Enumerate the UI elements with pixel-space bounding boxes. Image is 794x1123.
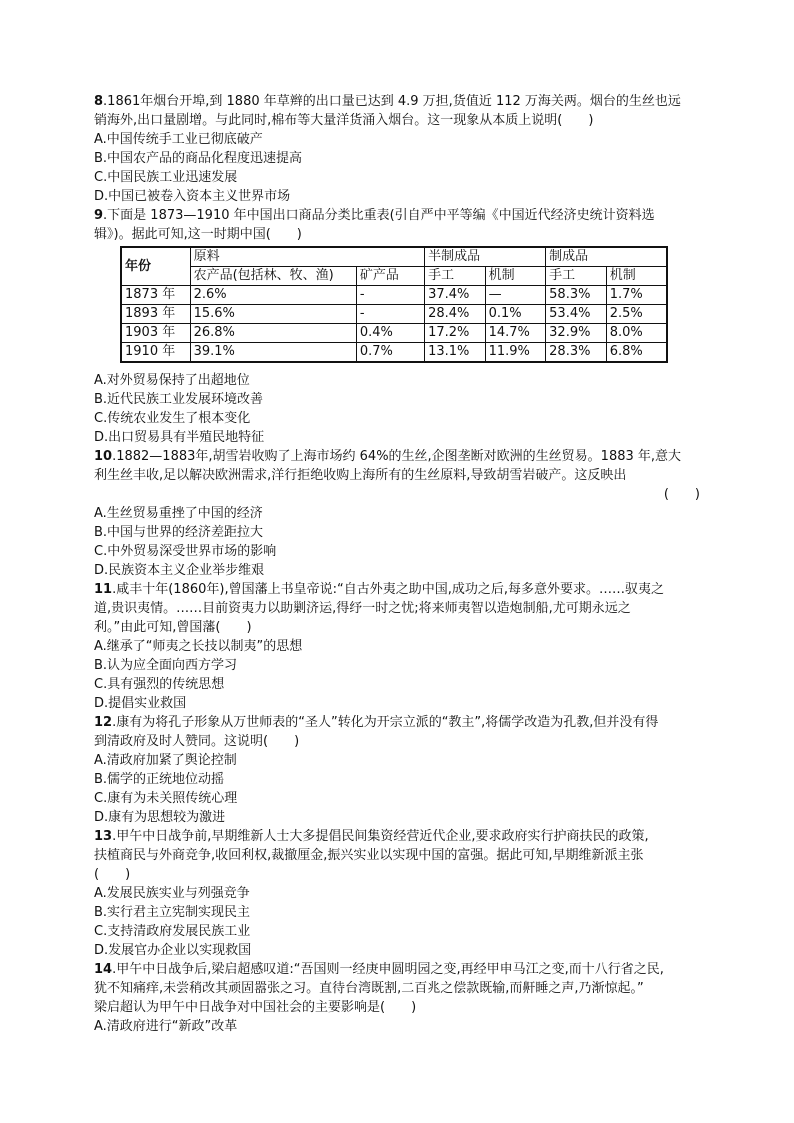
table-row (121, 286, 667, 305)
table-header-row (121, 247, 667, 267)
option-c: C.中国民族工业迅速发展 (94, 170, 238, 185)
question-stem-line: 利生丝丰收,足以解决欧洲需求,洋行拒绝收购上海所有的生丝原料,导致胡雪岩破产。这反映出 (94, 468, 627, 483)
option-c: C.康有为未关照传统心理 (94, 791, 238, 806)
table-cell: 32.9% (546, 324, 607, 343)
option-a: A.中国传统手工业已彻底破产 (94, 132, 263, 147)
option-d: D.中国已被卷入资本主义世界市场 (94, 189, 291, 204)
table-row (121, 343, 667, 363)
table-header-finished: 制成品 (546, 247, 667, 267)
table-subheader: 农产品(包括林、牧、渔) (190, 267, 356, 286)
option-a: A.发展民族实业与列强竞争 (94, 886, 250, 901)
table-cell: - (356, 305, 424, 324)
question-11 (94, 580, 700, 713)
table-cell: 0.7% (356, 343, 424, 363)
option-b: B.儒学的正统地位动摇 (94, 772, 225, 787)
table-cell: 37.4% (425, 286, 486, 305)
question-stem-line: 8.1861年烟台开埠,到 1880 年草辫的出口量已达到 4.9 万担,货值近 112 万海关两。烟台的生丝也远 (94, 94, 681, 109)
table-cell: 26.8% (190, 324, 356, 343)
table-subheader: 矿产品 (356, 267, 424, 286)
table-subheader: 机制 (606, 267, 667, 286)
table-cell: 39.1% (190, 343, 356, 363)
table-cell: 28.4% (425, 305, 486, 324)
question-9 (94, 206, 700, 447)
question-number: 13 (94, 829, 113, 844)
table-cell: 2.6% (190, 286, 356, 305)
question-stem-line: ( ) (94, 867, 131, 882)
table-subheader: 机制 (485, 267, 546, 286)
option-a: A.对外贸易保持了出超地位 (94, 373, 250, 388)
option-b: B.认为应全面向西方学习 (94, 658, 238, 673)
option-b: B.实行君主立宪制实现民主 (94, 905, 251, 920)
question-number: 14 (94, 962, 113, 977)
question-stem-line: 辑》)。据此可知,这一时期中国( ) (94, 227, 302, 242)
option-c: C.传统农业发生了根本变化 (94, 411, 251, 426)
option-a: A.清政府进行“新政”改革 (94, 1019, 238, 1034)
table-cell: 53.4% (546, 305, 607, 324)
question-stem-line: 犹不知痛痒,未尝稍改其顽固嚣张之习。直待台湾既割,二百兆之偿款既输,而鼾睡之声,乃渐惊起。” (94, 981, 644, 996)
question-stem-line: 到清政府及时人赞同。这说明( ) (94, 734, 300, 749)
table-subheader-row (121, 267, 667, 286)
table-cell: 13.1% (425, 343, 486, 363)
table-subheader: 手工 (546, 267, 607, 286)
table-header-semi: 半制成品 (425, 247, 546, 267)
table-row (121, 324, 667, 343)
table-cell: 1.7% (606, 286, 667, 305)
question-stem-line: 9.下面是 1873—1910 年中国出口商品分类比重表(引自严中平等编《中国近代经济史统计资料选 (94, 208, 655, 223)
table-header-raw: 原料 (190, 247, 424, 267)
table-row (121, 305, 667, 324)
question-stem-line: 梁启超认为甲午中日战争对中国社会的主要影响是( ) (94, 1000, 417, 1015)
option-b: B.近代民族工业发展环境改善 (94, 392, 264, 407)
table-cell: 1893 年 (121, 305, 190, 324)
question-stem-line: 利。”由此可知,曾国藩( ) (94, 620, 252, 635)
table-cell: 58.3% (546, 286, 607, 305)
table-header-year: 年份 (121, 247, 190, 286)
table-cell: — (485, 286, 546, 305)
question-number: 10 (94, 449, 113, 464)
question-8 (94, 92, 700, 206)
question-number: 11 (94, 582, 113, 597)
option-d: D.出口贸易具有半殖民地特征 (94, 430, 265, 445)
question-stem-line: 13.甲午中日战争前,早期维新人士大多提倡民间集资经营近代企业,要求政府实行护商扶民的政策, (94, 829, 649, 844)
table-subheader: 手工 (425, 267, 486, 286)
table-cell: 17.2% (425, 324, 486, 343)
table-cell: - (356, 286, 424, 305)
export-ratio-table (120, 246, 668, 363)
option-c: C.具有强烈的传统思想 (94, 677, 225, 692)
question-10 (94, 447, 700, 580)
table-cell: 11.9% (485, 343, 546, 363)
answer-paren: ( ) (663, 487, 700, 502)
option-d: D.民族资本主义企业举步维艰 (94, 563, 265, 578)
option-d: D.提倡实业救国 (94, 696, 187, 711)
option-a: A.生丝贸易重挫了中国的经济 (94, 506, 263, 521)
question-stem-line: 11.咸丰十年(1860年),曾国藩上书皇帝说:“自古外夷之助中国,成功之后,每多意外要求。……驭夷之 (94, 582, 664, 597)
option-c: C.中外贸易深受世界市场的影响 (94, 544, 277, 559)
table-cell: 14.7% (485, 324, 546, 343)
question-14 (94, 960, 700, 1036)
question-stem-line: 扶植商民与外商竞争,收回利权,裁撤厘金,振兴实业以实现中国的富强。据此可知,早期维新派主张 (94, 848, 644, 863)
question-stem-line: 销海外,出口量剧增。与此同时,棉布等大量洋货涌入烟台。这一现象从本质上说明( ) (94, 113, 594, 128)
question-number: 9 (94, 208, 104, 223)
question-stem-line: 10.1882—1883年,胡雪岩收购了上海市场约 64%的生丝,企图垄断对欧洲的生丝贸易。1883 年,意大 (94, 449, 682, 464)
question-stem-line: 12.康有为将孔子形象从万世师表的“圣人”转化为开宗立派的“教主”,将儒学改造为孔教,但并没有得 (94, 715, 659, 730)
option-b: B.中国农产品的商品化程度迅速提高 (94, 151, 303, 166)
table-cell: 1910 年 (121, 343, 190, 363)
question-13 (94, 827, 700, 960)
option-a: A.清政府加紧了舆论控制 (94, 753, 237, 768)
question-number: 12 (94, 715, 113, 730)
question-stem-line: 道,贵识夷情。……目前资夷力以助剿济运,得纾一时之忧;将来师夷智以造炮制船,尤可期永远之 (94, 601, 631, 616)
question-number: 8 (94, 94, 104, 109)
table-cell: 1873 年 (121, 286, 190, 305)
table-cell: 6.8% (606, 343, 667, 363)
table-cell: 15.6% (190, 305, 356, 324)
table-cell: 8.0% (606, 324, 667, 343)
option-c: C.支持清政府发展民族工业 (94, 924, 251, 939)
option-d: D.康有为思想较为激进 (94, 810, 226, 825)
question-page (94, 92, 700, 1036)
table-cell: 1903 年 (121, 324, 190, 343)
table-cell: 28.3% (546, 343, 607, 363)
option-d: D.发展官办企业以实现救国 (94, 943, 252, 958)
question-stem-line: 14.甲午中日战争后,梁启超感叹道:“吾国则一经庚申圆明园之变,再经甲申马江之变,而十八行省之民, (94, 962, 664, 977)
option-a: A.继承了“师夷之长技以制夷”的思想 (94, 639, 303, 654)
question-12 (94, 713, 700, 827)
table-cell: 0.1% (485, 305, 546, 324)
table-cell: 0.4% (356, 324, 424, 343)
option-b: B.中国与世界的经济差距拉大 (94, 525, 264, 540)
table-cell: 2.5% (606, 305, 667, 324)
